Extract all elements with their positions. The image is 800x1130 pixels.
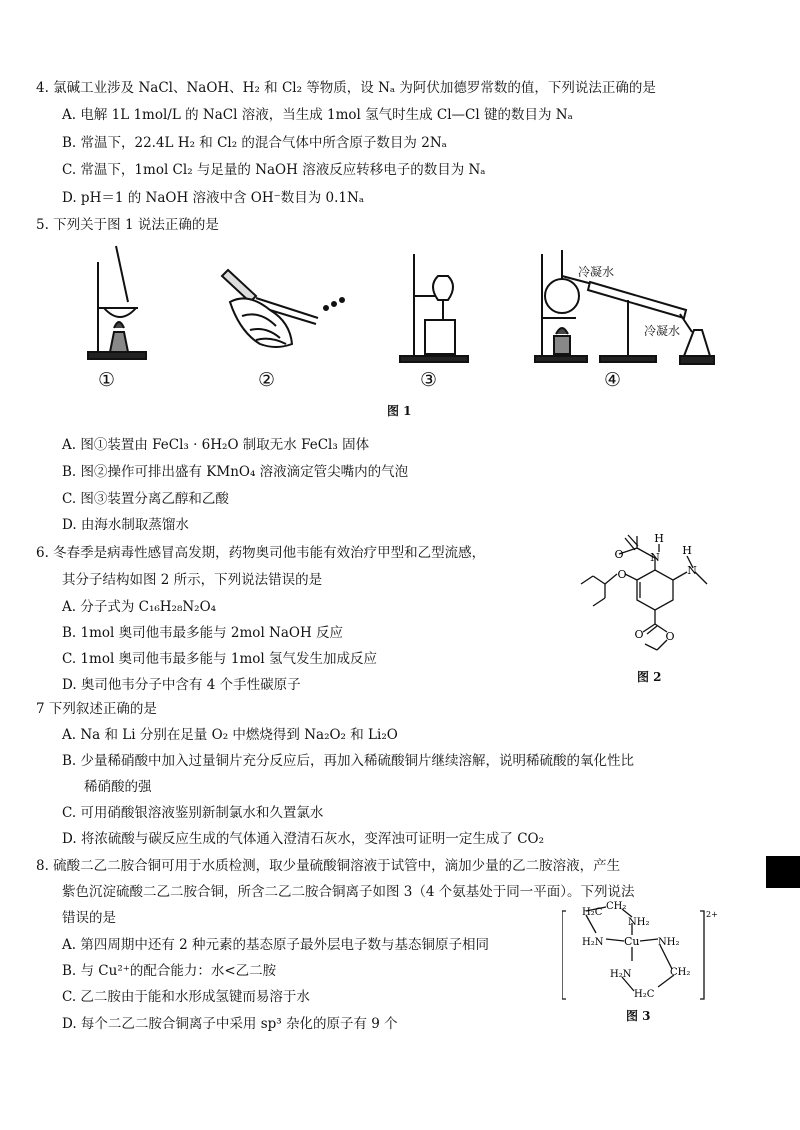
figure-1-mark-3: ③ — [420, 369, 438, 391]
q6-option-b: B. 1mol 奥司他韦最多能与 2mol NaOH 反应 — [62, 625, 344, 641]
figure-3-label-h2c-top: H₂C — [582, 907, 603, 918]
figure-3-charge: 2+ — [706, 910, 718, 919]
figure-2-atom-n2: N — [687, 564, 697, 577]
q8-option-c: C. 乙二胺由于能和水形成氢键而易溶于水 — [62, 989, 310, 1005]
q5-option-c: C. 图③装置分离乙醇和乙酸 — [62, 491, 229, 507]
q8-stem-line3: 错误的是 — [62, 910, 116, 926]
figure-1-apparatus — [80, 240, 720, 370]
figure-3-label-ch2-right: CH₂ — [670, 967, 691, 978]
figure-3-label-h2c-bottom: H₂C — [634, 989, 655, 1000]
figure-2-atom-o2: O — [617, 568, 627, 581]
q7-option-d: D. 将浓硫酸与碳反应生成的气体通入澄清石灰水，变浑浊可证明一定生成了 CO₂ — [62, 831, 545, 847]
q7-option-c: C. 可用硝酸银溶液鉴别新制氯水和久置氯水 — [62, 805, 324, 821]
figure-1-mark-1: ① — [98, 369, 116, 391]
figure-3-label-nh2-top: NH₂ — [628, 917, 650, 928]
q8-option-d: D. 每个二乙二胺合铜离子中采用 sp³ 杂化的原子有 9 个 — [62, 1016, 398, 1032]
q4-stem: 4. 氯碱工业涉及 NaCl、NaOH、H₂ 和 Cl₂ 等物质，设 Nₐ 为阿伏加德罗常数的值，下列说法正确的是 — [36, 80, 656, 96]
q6-option-c: C. 1mol 奥司他韦最多能与 1mol 氢气发生加成反应 — [62, 651, 377, 667]
figure-2-atom-h2: H — [682, 544, 692, 557]
q6-stem-line2: 其分子结构如图 2 所示，下列说法错误的是 — [62, 572, 323, 588]
condenser-label-bottom: 冷凝水 — [644, 324, 681, 338]
q6-option-a: A. 分子式为 C₁₆H₂₈N₂O₄ — [62, 599, 217, 615]
q7-option-b: B. 少量稀硝酸中加入过量铜片充分反应后，再加入稀硫酸铜片继续溶解，说明稀硫酸的氧化性比 — [62, 753, 635, 769]
q8-option-b: B. 与 Cu²⁺的配合能力：水<乙二胺 — [62, 963, 277, 979]
page-edge-tab — [766, 856, 800, 888]
figure-3-complex-ion — [562, 895, 732, 1003]
figure-3-caption: 图 3 — [626, 1009, 651, 1023]
figure-2-atom-o1: O — [614, 548, 624, 561]
figure-1-mark-2: ② — [258, 369, 276, 391]
q7-option-a: A. Na 和 Li 分别在足量 O₂ 中燃烧得到 Na₂O₂ 和 Li₂O — [62, 727, 398, 743]
q4-option-b: B. 常温下，22.4L H₂ 和 Cl₂ 的混合气体中所含原子数目为 2Nₐ — [62, 135, 447, 151]
figure-2-atom-n1: N — [650, 551, 660, 564]
q6-stem-line1: 6. 冬春季是病毒性感冒高发期，药物奥司他韦能有效治疗甲型和乙型流感， — [36, 545, 486, 561]
figure-3-label-cu: Cu — [624, 935, 640, 948]
figure-2-atom-h1: H — [654, 532, 664, 545]
q7-stem: 7 下列叙述正确的是 — [36, 701, 157, 717]
figure-3-label-nh2-right: NH₂ — [658, 937, 680, 948]
figure-2-atom-o4: O — [665, 630, 675, 643]
figure-3-label-h2n-bottom: H₂N — [610, 969, 632, 980]
q5-option-a: A. 图①装置由 FeCl₃ · 6H₂O 制取无水 FeCl₃ 固体 — [62, 437, 370, 453]
figure-2-caption: 图 2 — [637, 670, 662, 684]
q8-stem-line1: 8. 硫酸二乙二胺合铜可用于水质检测，取少量硫酸铜溶液于试管中，滴加少量的乙二胺溶液，产生 — [36, 858, 621, 874]
figure-3-label-h2n-left: H₂N — [582, 937, 604, 948]
q5-option-d: D. 由海水制取蒸馏水 — [62, 517, 189, 533]
q8-stem-line2: 紫色沉淀硫酸二乙二胺合铜，所含二乙二胺合铜离子如图 3（4 个氨基处于同一平面）。下列说法 — [62, 884, 635, 900]
q6-option-d: D. 奥司他韦分子中含有 4 个手性碳原子 — [62, 677, 301, 693]
figure-2-atom-o3: O — [634, 628, 644, 641]
q5-option-b: B. 图②操作可排出盛有 KMnO₄ 溶液滴定管尖嘴内的气泡 — [62, 464, 409, 480]
q8-option-a: A. 第四周期中还有 2 种元素的基态原子最外层电子数与基态铜原子相同 — [62, 937, 490, 953]
figure-1-mark-4: ④ — [604, 369, 622, 391]
q5-stem: 5. 下列关于图 1 说法正确的是 — [36, 217, 219, 233]
condenser-label-top: 冷凝水 — [578, 265, 615, 279]
q4-option-d: D. pH＝1 的 NaOH 溶液中含 OH⁻数目为 0.1Nₐ — [62, 190, 365, 206]
figure-2-structure — [575, 532, 725, 672]
q7-option-b-cont: 稀硝酸的强 — [84, 779, 152, 795]
figure-1-caption: 图 1 — [387, 404, 412, 418]
q4-option-a: A. 电解 1L 1mol/L 的 NaCl 溶液，当生成 1mol 氢气时生成 Cl—Cl 键的数目为 Nₐ — [62, 107, 573, 123]
q4-option-c: C. 常温下，1mol Cl₂ 与足量的 NaOH 溶液反应转移电子的数目为 Nₐ — [62, 162, 486, 178]
figure-3-label-ch2-top: CH₂ — [606, 901, 627, 912]
